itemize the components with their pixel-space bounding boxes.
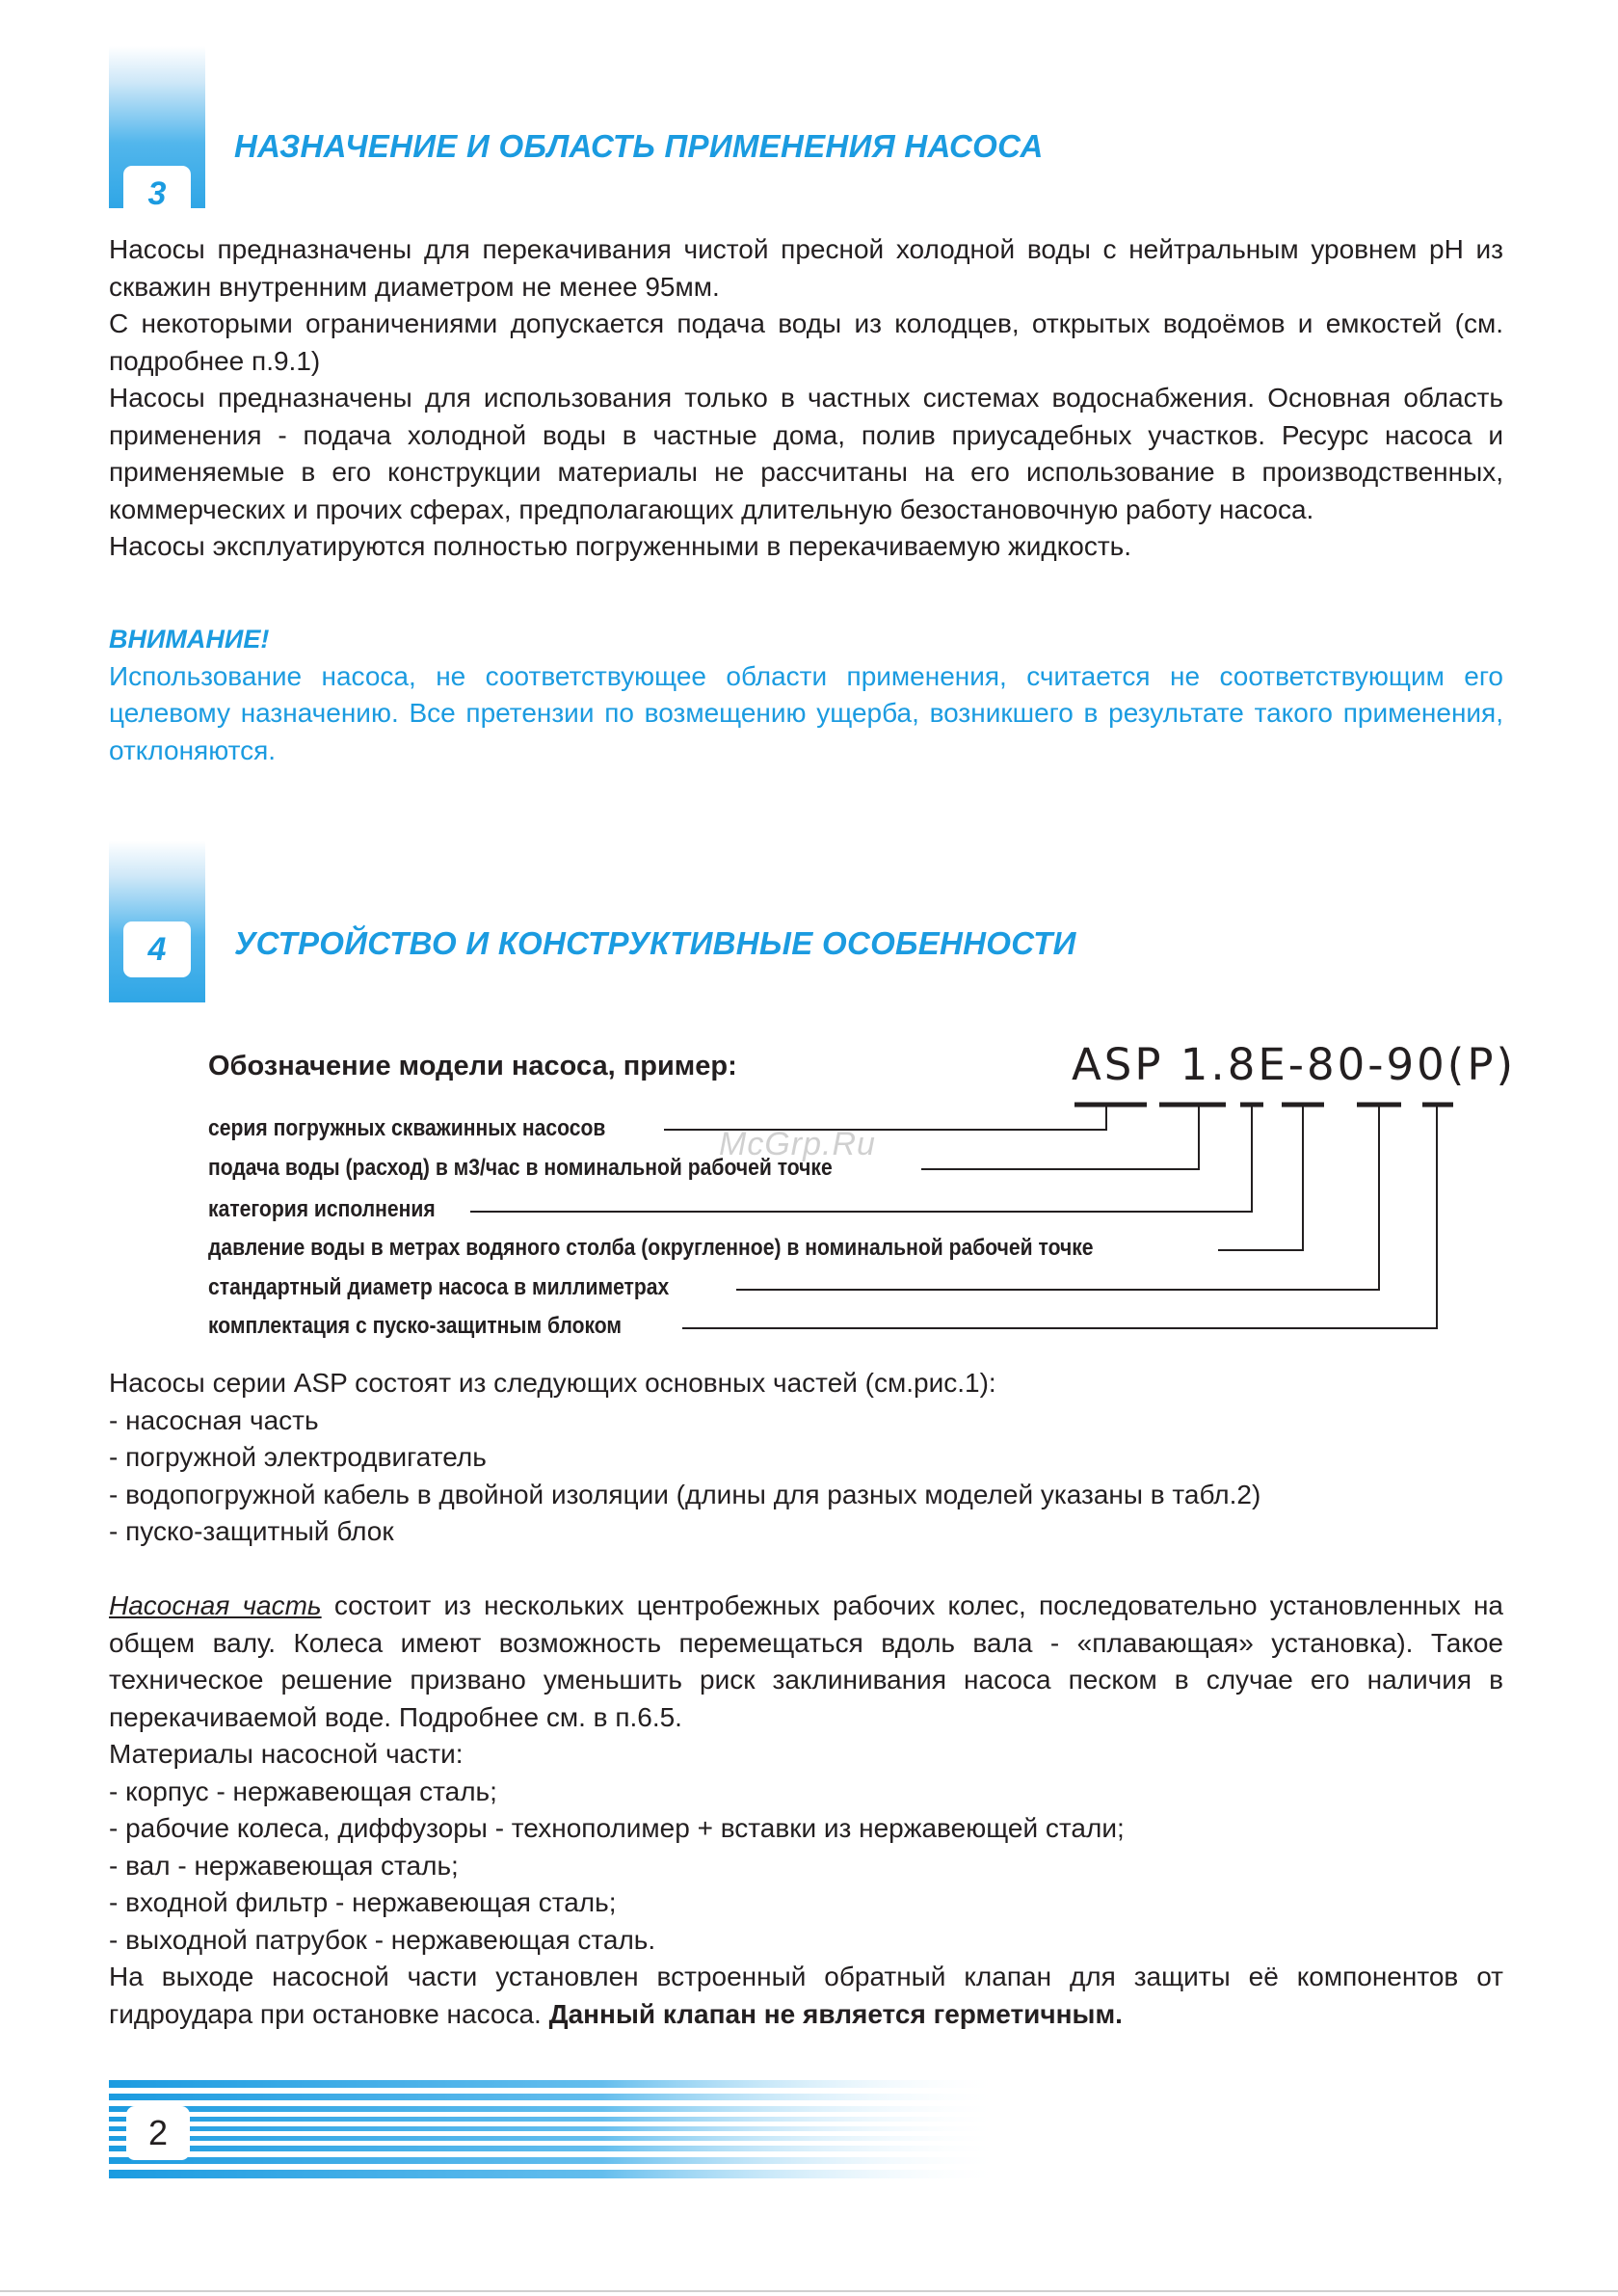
paragraph: Насосы предназначены для перекачивания чистой пресной холодной воды с нейтральным уровнем рН из скважин внутренним диаметром не менее 95мм. (109, 234, 1503, 302)
section-4-number: 4 (123, 921, 191, 977)
model-label-flow: подача воды (расход) в м3/час в номинальной рабочей точке (208, 1155, 921, 1182)
list-item: - входной фильтр - нержавеющая сталь; (109, 1887, 617, 1917)
parts-intro: Насосы серии ASP состоят из следующих основных частей (см.рис.1): (109, 1368, 996, 1398)
model-heading: Обозначение модели насоса, пример: (208, 1051, 737, 1081)
model-label-control-box: комплектация с пуско-защитным блоком (208, 1313, 682, 1340)
warning-text: Использование насоса, не соответствующее области применения, считается не соответствующим его целевому назначению. Все претензии по возмещению ущерба, возникшего в результате такого применения, отклоняются. (109, 660, 1503, 765)
valve-paragraph (109, 1959, 1503, 2033)
paragraph: Насосы эксплуатируются полностью погруженными в перекачиваемую жидкость. (109, 531, 1132, 561)
watermark: McGrp.Ru (719, 1126, 876, 1162)
list-item: - корпус - нержавеющая сталь; (109, 1775, 497, 1806)
pump-part-text: состоит из нескольких центробежных рабочих колес, последовательно установленных на общем валу. Колеса имеют возможность перемещаться вдоль вала - «плавающая» установка). Такое техническое решение призвано уменьшить риск заклинивания насоса песком в случае его наличия в перекачиваемой воде. Подробнее см. в п.6.5. (109, 1590, 1503, 1732)
warning-title: ВНИМАНИЕ! (109, 625, 270, 654)
paragraph: Насосы предназначены для использования только в частных системах водоснабжения. Основная область применения - подача холодной воды в частные дома, полив приусадебных участков. Ресурс насоса и применяемые в его конструкции материалы не рассчитаны на его использование в производственных, коммерческих и прочих сферах, предполагающих длительную безостановочную работу насоса. (109, 383, 1503, 524)
model-label-series: серия погружных скважинных насосов (208, 1115, 664, 1142)
bottom-rule (0, 2290, 1618, 2292)
materials-title: Материалы насосной части: (109, 1739, 464, 1769)
pump-part-block (109, 1588, 1503, 2033)
paragraph: С некоторыми ограничениями допускается подача воды из колодцев, открытых водоёмов и емкостей (см. подробнее п.9.1) (109, 308, 1503, 376)
pump-part-term: Насосная часть (109, 1590, 322, 1620)
section-3-number: 3 (123, 166, 191, 222)
page-number: 2 (126, 2106, 190, 2160)
valve-warning: Данный клапан не является герметичным. (548, 1998, 1123, 2029)
list-item: - пуско-защитный блок (109, 1516, 394, 1546)
list-item: - водопогружной кабель в двойной изоляции (длины для разных моделей указаны в табл.2) (109, 1479, 1261, 1509)
model-code: ASP 1.8E-80-90(P) (1072, 1039, 1517, 1090)
model-label-pressure: давление воды в метрах водяного столба (округленное) в номинальной рабочей точке (208, 1235, 1218, 1262)
list-item: - выходной патрубок - нержавеющая сталь. (109, 1924, 656, 1955)
model-label-category: категория исполнения (208, 1196, 470, 1223)
pump-part-paragraph (109, 1588, 1503, 1736)
list-item: - рабочие колеса, диффузоры - технополимер + вставки из нержавеющей стали; (109, 1813, 1125, 1843)
list-item: - насосная часть (109, 1404, 319, 1435)
valve-text: На выходе насосной части установлен встроенный обратный клапан для защиты её компонентов от гидроудара при остановке насоса. (109, 1962, 1503, 2029)
list-item: - вал - нержавеющая сталь; (109, 1850, 459, 1881)
model-label-diameter: стандартный диаметр насоса в миллиметрах (208, 1274, 736, 1301)
footer-stripes (109, 2080, 1005, 2186)
section-4-title: УСТРОЙСТВО И КОНСТРУКТИВНЫЕ ОСОБЕННОСТИ (234, 925, 1076, 961)
list-item: - погружной электродвигатель (109, 1442, 487, 1472)
section-3-title: НАЗНАЧЕНИЕ И ОБЛАСТЬ ПРИМЕНЕНИЯ НАСОСА (234, 128, 1044, 164)
parts-block (109, 1365, 1503, 1551)
